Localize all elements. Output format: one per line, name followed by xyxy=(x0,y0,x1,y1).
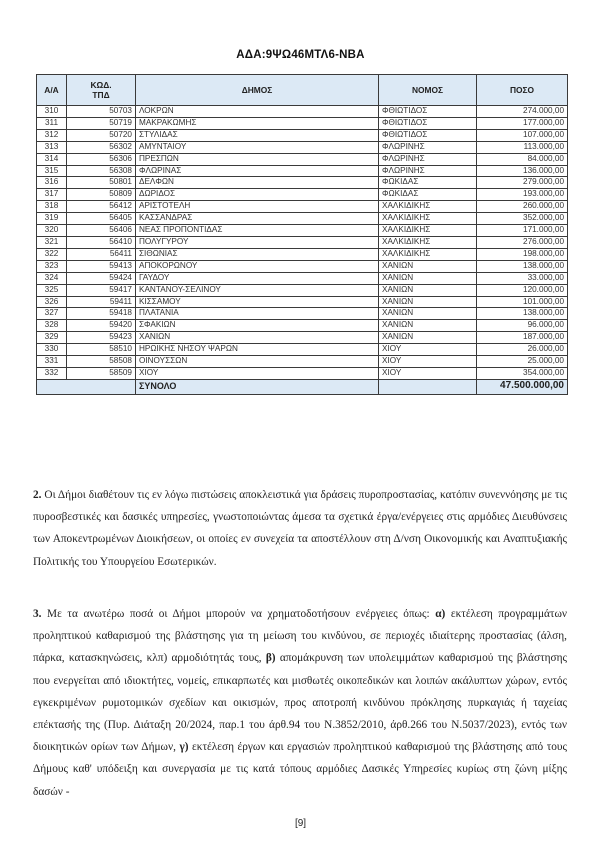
cell-prefecture: ΧΑΛΚΙΔΙΚΗΣ xyxy=(379,236,477,248)
table-row xyxy=(37,248,568,260)
cell-prefecture: ΧΑΝΙΩΝ xyxy=(379,320,477,332)
cell-prefecture: ΧΑΛΚΙΔΙΚΗΣ xyxy=(379,248,477,260)
total-row xyxy=(37,379,568,394)
table-row xyxy=(37,367,568,379)
cell-amount: 260.000,00 xyxy=(477,201,568,213)
cell-prefecture: ΦΩΚΙΔΑΣ xyxy=(379,177,477,189)
column-header-prefecture: ΝΟΜΟΣ xyxy=(379,75,477,106)
paragraph-2 xyxy=(33,484,567,573)
cell-amount: 276.000,00 xyxy=(477,236,568,248)
cell-municipality: ΚΑΝΤΑΝΟΥ-ΣΕΛΙΝΟΥ xyxy=(136,284,379,296)
cell-municipality: ΠΟΛΥΓΥΡΟΥ xyxy=(136,236,379,248)
cell-code: 56308 xyxy=(67,165,136,177)
page-number: [9] xyxy=(294,818,307,829)
table-row xyxy=(37,356,568,368)
funding-table xyxy=(36,74,568,395)
table-row xyxy=(37,213,568,225)
cell-aa: 310 xyxy=(37,106,67,118)
cell-code: 59420 xyxy=(67,320,136,332)
cell-amount: 171.000,00 xyxy=(477,225,568,237)
column-header-aa: Α/Α xyxy=(37,75,67,106)
table-row xyxy=(37,272,568,284)
cell-aa: 326 xyxy=(37,296,67,308)
cell-amount: 177.000,00 xyxy=(477,117,568,129)
cell-prefecture: ΧΙΟΥ xyxy=(379,367,477,379)
table-row xyxy=(37,332,568,344)
cell-code: 56405 xyxy=(67,213,136,225)
cell-aa: 315 xyxy=(37,165,67,177)
cell-amount: 107.000,00 xyxy=(477,129,568,141)
cell-aa: 314 xyxy=(37,153,67,165)
cell-prefecture: ΦΩΚΙΔΑΣ xyxy=(379,189,477,201)
table-row xyxy=(37,106,568,118)
cell-prefecture: ΦΛΩΡΙΝΗΣ xyxy=(379,153,477,165)
cell-aa: 317 xyxy=(37,189,67,201)
column-header-code xyxy=(67,75,136,106)
cell-amount: 279.000,00 xyxy=(477,177,568,189)
table-row xyxy=(37,308,568,320)
cell-municipality: ΜΑΚΡΑΚΩΜΗΣ xyxy=(136,117,379,129)
paragraph-3-number: 3. xyxy=(33,608,42,620)
table-row xyxy=(37,284,568,296)
cell-municipality: ΓΑΥΔΟΥ xyxy=(136,272,379,284)
cell-prefecture: ΦΘΙΩΤΙΔΟΣ xyxy=(379,129,477,141)
cell-prefecture: ΦΛΩΡΙΝΗΣ xyxy=(379,165,477,177)
cell-prefecture: ΧΙΟΥ xyxy=(379,344,477,356)
total-amount: 47.500.000,00 xyxy=(477,379,568,394)
cell-amount: 33.000,00 xyxy=(477,272,568,284)
ada-code-header: ΑΔΑ:9ΨΩ46ΜΤΛ6-ΝΒΑ xyxy=(236,49,365,61)
cell-municipality: ΑΡΙΣΤΟΤΕΛΗ xyxy=(136,201,379,213)
cell-prefecture: ΧΑΝΙΩΝ xyxy=(379,284,477,296)
table-row xyxy=(37,129,568,141)
cell-code: 58509 xyxy=(67,367,136,379)
paragraph-3-item-b-label: β) xyxy=(265,652,276,665)
cell-code: 58510 xyxy=(67,344,136,356)
cell-amount: 138.000,00 xyxy=(477,260,568,272)
cell-municipality: ΣΦΑΚΙΩΝ xyxy=(136,320,379,332)
cell-amount: 354.000,00 xyxy=(477,367,568,379)
column-header-amount: ΠΟΣΟ xyxy=(477,75,568,106)
cell-prefecture: ΦΘΙΩΤΙΔΟΣ xyxy=(379,117,477,129)
cell-amount: 198.000,00 xyxy=(477,248,568,260)
cell-code: 59424 xyxy=(67,272,136,284)
cell-municipality: ΠΡΕΣΠΩΝ xyxy=(136,153,379,165)
cell-code: 56306 xyxy=(67,153,136,165)
table-row xyxy=(37,225,568,237)
cell-prefecture: ΧΑΝΙΩΝ xyxy=(379,308,477,320)
cell-prefecture: ΦΛΩΡΙΝΗΣ xyxy=(379,141,477,153)
cell-aa: 311 xyxy=(37,117,67,129)
cell-code: 59411 xyxy=(67,296,136,308)
cell-municipality: ΟΙΝΟΥΣΣΩΝ xyxy=(136,356,379,368)
cell-aa: 322 xyxy=(37,248,67,260)
table-row xyxy=(37,177,568,189)
cell-code: 59417 xyxy=(67,284,136,296)
table-row xyxy=(37,236,568,248)
cell-prefecture: ΧΑΝΙΩΝ xyxy=(379,296,477,308)
cell-code: 50801 xyxy=(67,177,136,189)
cell-aa: 332 xyxy=(37,367,67,379)
table-row xyxy=(37,201,568,213)
cell-code: 56411 xyxy=(67,248,136,260)
cell-prefecture: ΧΑΛΚΙΔΙΚΗΣ xyxy=(379,225,477,237)
paragraph-2-text: Οι Δήμοι διαθέτουν τις εν λόγω πιστώσεις αποκλειστικά για δράσεις πυροπροστασίας, κατόπιν συνεννόησης με τις πυροσβεστικές και δασικές υπηρεσίες, γνωστοποιώντας άμεσα τα σχετικά έργα/ενέργειες στις αρμόδιες Διευθύνσεις των Αποκεντρωμένων Διοικήσεων, οι οποίες εν συνεχεία τα αποστέλλουν στη Δ/νση Οικονομικής και Αναπτυξιακής Πολιτικής του Υπουργείου Εσωτερικών. xyxy=(33,489,567,568)
table-row xyxy=(37,141,568,153)
cell-aa: 325 xyxy=(37,284,67,296)
cell-prefecture: ΦΘΙΩΤΙΔΟΣ xyxy=(379,106,477,118)
table-row xyxy=(37,296,568,308)
paragraph-3-item-c-label: γ) xyxy=(179,741,189,754)
cell-amount: 96.000,00 xyxy=(477,320,568,332)
table-row xyxy=(37,189,568,201)
cell-aa: 318 xyxy=(37,201,67,213)
cell-prefecture: ΧΑΛΚΙΔΙΚΗΣ xyxy=(379,213,477,225)
cell-code: 58508 xyxy=(67,356,136,368)
paragraph-3-item-c-text: εκτέλεση έργων και εργασιών προληπτικού καθαρισμού της βλάστησης από τους Δήμους καθ' υπόδειξη και συνεργασία με τις κατά τόπους αρμόδιες Δασικές Υπηρεσίες κυρίως στη ζώνη μίξης δασών - xyxy=(33,741,567,798)
cell-amount: 84.000,00 xyxy=(477,153,568,165)
cell-municipality: ΣΙΘΩΝΙΑΣ xyxy=(136,248,379,260)
cell-aa: 323 xyxy=(37,260,67,272)
cell-municipality: ΚΑΣΣΑΝΔΡΑΣ xyxy=(136,213,379,225)
cell-amount: 138.000,00 xyxy=(477,308,568,320)
cell-aa: 319 xyxy=(37,213,67,225)
cell-code: 59423 xyxy=(67,332,136,344)
table-row xyxy=(37,165,568,177)
cell-aa: 324 xyxy=(37,272,67,284)
cell-amount: 193.000,00 xyxy=(477,189,568,201)
cell-amount: 352.000,00 xyxy=(477,213,568,225)
table-row xyxy=(37,153,568,165)
cell-code: 50720 xyxy=(67,129,136,141)
cell-aa: 321 xyxy=(37,236,67,248)
total-spacer-2 xyxy=(379,379,477,394)
cell-aa: 320 xyxy=(37,225,67,237)
table-row xyxy=(37,344,568,356)
paragraph-3-item-a-text: εκτέλεση προγραμμάτων προληπτικού καθαρισμού της βλάστησης για τη μείωση του κινδύνου, σε περιοχές ιδιαίτερης προστασίας (άλση, πάρκα, κατασκηνώσεις, κλπ) αρμοδιότητάς τους, xyxy=(33,608,567,665)
cell-code: 56410 xyxy=(67,236,136,248)
cell-aa: 330 xyxy=(37,344,67,356)
cell-municipality: ΛΟΚΡΩΝ xyxy=(136,106,379,118)
cell-municipality: ΦΛΩΡΙΝΑΣ xyxy=(136,165,379,177)
cell-code: 50703 xyxy=(67,106,136,118)
paragraph-3-item-b-text: απομάκρυνση των υπολειμμάτων καθαρισμού της βλάστησης που ενεργείται από ιδιοκτήτες, νομείς, επικαρπωτές και μισθωτές οικοπεδικών και λοιπών ακάλυπτων χώρων, εντός εγκεκριμένων ρυμοτομικών σχεδίων και οικισμών, προς αποτροπή κινδύνου πρόκλησης πυρκαγιάς ή ταχείας επέκτασής της (Πυρ. Διάταξη 20/2024, παρ.1 του άρθ.94 του Ν.3852/2010, άρθ.266 του Ν.5037/2023), εντός των διοικητικών ορίων των Δήμων, xyxy=(33,652,567,754)
cell-amount: 26.000,00 xyxy=(477,344,568,356)
cell-municipality: ΑΠΟΚΟΡΩΝΟΥ xyxy=(136,260,379,272)
cell-amount: 136.000,00 xyxy=(477,165,568,177)
table-row xyxy=(37,320,568,332)
cell-municipality: ΔΩΡΙΔΟΣ xyxy=(136,189,379,201)
cell-code: 50719 xyxy=(67,117,136,129)
total-label: ΣΥΝΟΛΟ xyxy=(136,379,379,394)
column-header-municipality: ΔΗΜΟΣ xyxy=(136,75,379,106)
cell-amount: 101.000,00 xyxy=(477,296,568,308)
cell-municipality: ΗΡΩΙΚΗΣ ΝΗΣΟΥ ΨΑΡΩΝ xyxy=(136,344,379,356)
cell-municipality: ΚΙΣΣΑΜΟΥ xyxy=(136,296,379,308)
cell-prefecture: ΧΑΛΚΙΔΙΚΗΣ xyxy=(379,201,477,213)
column-header-code-label: ΚΩΔ. ΤΠΔ xyxy=(90,80,112,100)
paragraph-3-intro: Με τα ανωτέρω ποσά οι Δήμοι μπορούν να χρηματοδοτήσουν ενέργειες όπως: xyxy=(41,608,436,620)
cell-prefecture: ΧΑΝΙΩΝ xyxy=(379,332,477,344)
total-spacer xyxy=(37,379,136,394)
table-header-row xyxy=(37,75,568,106)
paragraph-3-item-a-label: α) xyxy=(435,608,446,620)
cell-prefecture: ΧΑΝΙΩΝ xyxy=(379,272,477,284)
cell-municipality: ΝΕΑΣ ΠΡΟΠΟΝΤΙΔΑΣ xyxy=(136,225,379,237)
cell-aa: 331 xyxy=(37,356,67,368)
cell-code: 56302 xyxy=(67,141,136,153)
cell-amount: 120.000,00 xyxy=(477,284,568,296)
cell-municipality: ΣΤΥΛΙΔΑΣ xyxy=(136,129,379,141)
cell-municipality: ΧΑΝΙΩΝ xyxy=(136,332,379,344)
cell-municipality: ΠΛΑΤΑΝΙΑ xyxy=(136,308,379,320)
cell-code: 59418 xyxy=(67,308,136,320)
cell-code: 50809 xyxy=(67,189,136,201)
table-row xyxy=(37,260,568,272)
cell-code: 59413 xyxy=(67,260,136,272)
table-row xyxy=(37,117,568,129)
paragraph-3 xyxy=(33,603,567,803)
cell-amount: 25.000,00 xyxy=(477,356,568,368)
cell-municipality: ΔΕΛΦΩΝ xyxy=(136,177,379,189)
cell-amount: 274.000,00 xyxy=(477,106,568,118)
cell-prefecture: ΧΙΟΥ xyxy=(379,356,477,368)
cell-amount: 113.000,00 xyxy=(477,141,568,153)
cell-municipality: ΑΜΥΝΤΑΙΟΥ xyxy=(136,141,379,153)
cell-aa: 312 xyxy=(37,129,67,141)
cell-prefecture: ΧΑΝΙΩΝ xyxy=(379,260,477,272)
cell-code: 56412 xyxy=(67,201,136,213)
cell-amount: 187.000,00 xyxy=(477,332,568,344)
cell-aa: 329 xyxy=(37,332,67,344)
cell-code: 56406 xyxy=(67,225,136,237)
cell-aa: 327 xyxy=(37,308,67,320)
table-body xyxy=(37,106,568,380)
paragraph-2-number: 2. xyxy=(33,489,42,501)
cell-aa: 316 xyxy=(37,177,67,189)
cell-municipality: ΧΙΟΥ xyxy=(136,367,379,379)
cell-aa: 328 xyxy=(37,320,67,332)
cell-aa: 313 xyxy=(37,141,67,153)
